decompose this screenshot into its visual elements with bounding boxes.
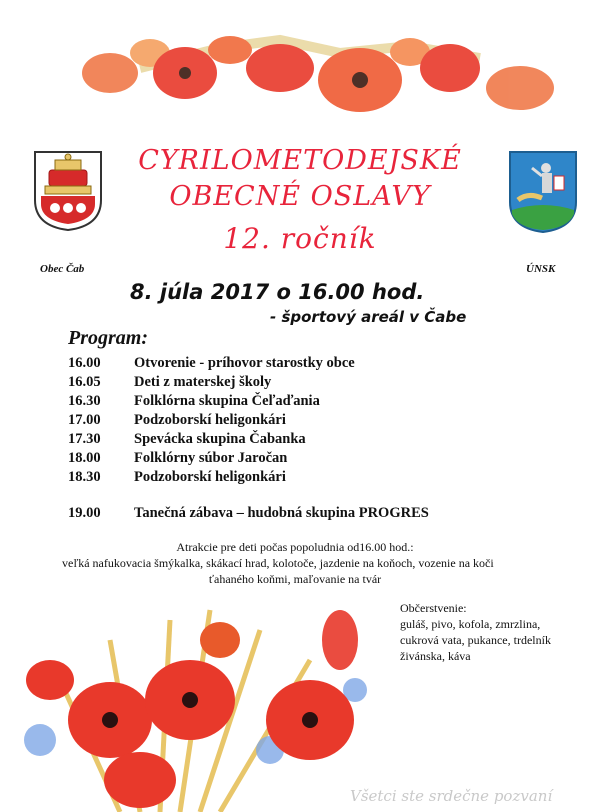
event-venue: - športový areál v Čabe bbox=[270, 308, 467, 326]
program-item bbox=[68, 469, 286, 486]
refreshments-block bbox=[400, 600, 551, 664]
program-time: 16.00 bbox=[68, 355, 101, 371]
program-text: Otvorenie - príhovor starostky obce bbox=[134, 355, 355, 371]
program-item bbox=[68, 393, 320, 410]
attractions-line-3: ťahaného koňmi, maľovanie na tvár bbox=[208, 572, 382, 586]
program-item bbox=[68, 431, 306, 448]
program-text: Folklórna skupina Čeľaďania bbox=[134, 393, 320, 409]
top-flower-decoration bbox=[80, 28, 560, 120]
program-time: 18.00 bbox=[68, 450, 101, 466]
program-time: 18.30 bbox=[68, 469, 101, 485]
program-item bbox=[68, 374, 271, 391]
program-time: 17.30 bbox=[68, 431, 101, 447]
coat-caption-right: ÚNSK bbox=[526, 263, 556, 275]
program-text: Spevácka skupina Čabanka bbox=[134, 431, 306, 447]
title-edition: 12. ročník bbox=[223, 222, 377, 255]
title-line-2: OBECNÉ OSLAVY bbox=[169, 181, 431, 212]
program-text: Podzoborskí heligonkári bbox=[134, 469, 286, 485]
coat-of-arms-right bbox=[508, 150, 578, 234]
program-item bbox=[68, 412, 286, 429]
program-text: Deti z materskej školy bbox=[134, 374, 272, 390]
attractions-line-1: Atrakcie pre deti počas popoludnia od16.00 hod.: bbox=[176, 540, 414, 554]
event-date: 8. júla 2017 o 16.00 hod. bbox=[130, 280, 425, 304]
closing-invitation: Všetci ste srdečne pozvaní bbox=[350, 787, 553, 805]
program-item bbox=[68, 355, 355, 372]
program-time: 16.05 bbox=[68, 374, 101, 390]
program-item bbox=[68, 505, 429, 522]
program-heading: Program: bbox=[68, 327, 148, 349]
program-text: Folklórny súbor Jaročan bbox=[134, 450, 288, 466]
program-text: Tanečná zábava – hudobná skupina PROGRES bbox=[134, 505, 429, 521]
program-time: 16.30 bbox=[68, 393, 101, 409]
program-time: 17.00 bbox=[68, 412, 101, 428]
refreshments-line: guláš, pivo, kofola, zmrzlina, bbox=[400, 617, 541, 631]
program-text: Podzoborskí heligonkári bbox=[134, 412, 286, 428]
title-line-1: CYRILOMETODEJSKÉ bbox=[138, 145, 462, 176]
coat-of-arms-left bbox=[33, 150, 103, 232]
program-time: 19.00 bbox=[68, 505, 101, 521]
program-item bbox=[68, 450, 287, 467]
refreshments-line: živánska, káva bbox=[400, 649, 471, 663]
bottom-flower-decoration bbox=[20, 600, 380, 812]
attractions-line-2: veľká nafukovacia šmýkalka, skákací hrad, kolotoče, jazdenie na koňoch, vozenie na koči bbox=[62, 556, 494, 570]
coat-caption-left: Obec Čab bbox=[40, 263, 85, 275]
refreshments-heading: Občerstvenie: bbox=[400, 601, 467, 615]
refreshments-line: cukrová vata, pukance, trdelník bbox=[400, 633, 551, 647]
